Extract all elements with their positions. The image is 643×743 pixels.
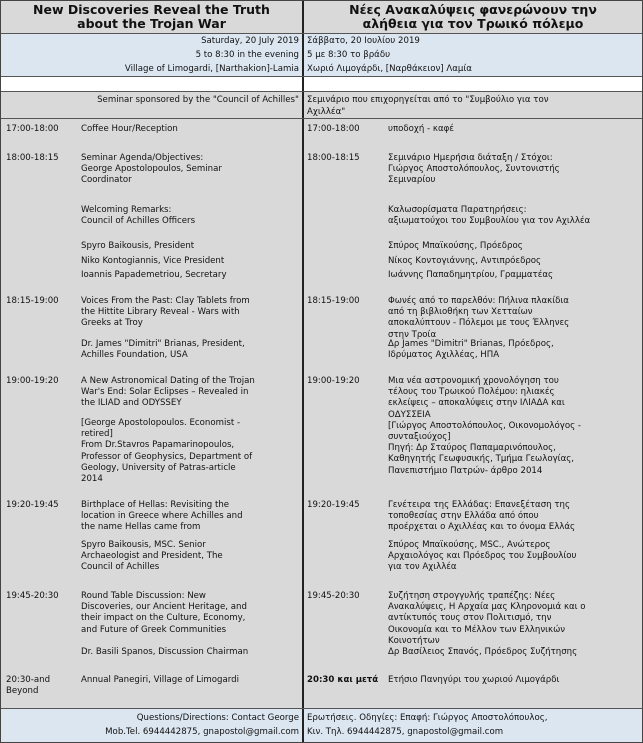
item-line: Δρ Βασίλειος Σπανός, Πρόεδρος Συζήτησης (388, 647, 578, 657)
item-line: Discoveries, our Ancient Heritage, and (81, 602, 247, 613)
item-line: εκλείψεις – αποκαλύψεις στην ΙΛΙΑΔΑ και (388, 398, 565, 409)
item-line: Δρ James "Dimitri" Brianas, Πρόεδρος, (388, 339, 554, 349)
item-line: location in Greece where Achilles and (81, 511, 243, 522)
item-line: Ioannis Papademetriou, Secretary (81, 270, 227, 280)
item-coffee-gr (388, 124, 638, 135)
schedule-greek (304, 119, 642, 708)
event-info-row (1, 34, 642, 77)
footer-contact-row (1, 709, 642, 742)
time-panegiri-gr: 20:30 και μετά (307, 675, 379, 685)
item-line: Ιδρύματος Αχιλλέας, ΗΠΑ (388, 350, 500, 361)
time-line: Beyond (6, 686, 39, 697)
time-roundtable-gr: 19:45-20:30 (307, 591, 360, 601)
item-officers-en (81, 239, 303, 283)
item-line: τοποθεσίας στην Ελλάδα από όπου (388, 511, 539, 522)
item-line: Μια νέα αστρονομική χρονολόγηση του (388, 376, 559, 386)
item-voices-speaker-en (81, 339, 303, 361)
item-line: Πανεπιστήμιο Πατρών- άρθρο 2014 (388, 465, 543, 476)
title-en-line: about the Trojan War (77, 16, 226, 31)
item-line: αποκαλύπτουν - Πόλεμοι με τους Έλληνες (388, 318, 570, 329)
item-line: Spyro Baikousis, MSC. Senior (81, 540, 206, 550)
item-voices-gr (388, 296, 638, 341)
item-line: Round Table Discussion: New (81, 591, 206, 601)
time-voices-en: 18:15-19:00 (6, 296, 59, 306)
footer-phone-email-gr: Κιν. Τηλ. 6944442875, gnapostol@gmail.com (307, 727, 504, 737)
event-place-en: Village of Limogardi, [Narthakion]-Lamia (124, 64, 299, 74)
item-birthplace-speaker-gr (388, 540, 638, 574)
item-line: and Future of Greek Communities (81, 624, 227, 635)
item-line: Καλωσορίσματα Παρατηρήσεις: (388, 205, 527, 215)
item-birthplace-speaker-en (81, 540, 303, 574)
item-panegiri-gr (388, 675, 638, 686)
footer-contact-en: Questions/Directions: Contact George (136, 713, 299, 723)
item-line: Σπύρος Μπαϊκούσης, Πρόεδρος (388, 241, 523, 251)
title-en-line: New Discoveries Reveal the Truth (33, 2, 270, 17)
time-panegiri-en (6, 675, 50, 697)
sponsor-row (1, 92, 642, 119)
item-line: From Dr.Stavros Papamarinopoulos, (81, 440, 235, 451)
item-roundtable-en (81, 591, 303, 636)
item-line: Seminar Agenda/Objectives: (81, 153, 204, 163)
item-agenda-gr (388, 153, 638, 187)
item-line: the Hittite Library Reveal - Wars with (81, 307, 240, 318)
event-date-gr: Σάββατο, 20 Ιουλίου 2019 (307, 36, 420, 46)
item-roundtable-speaker-gr (388, 647, 638, 658)
item-line: στην Τροία (388, 329, 437, 340)
item-line: [Γιώργος Αποστολόπουλος, Οικονομολόγος - (388, 420, 581, 431)
item-line: Dr. James "Dimitri" Brianas, President, (81, 339, 245, 349)
spacer-row (1, 77, 642, 92)
item-line: 2014 (81, 474, 103, 485)
item-astro-gr (388, 376, 638, 477)
item-line: the ILIAD and ODYSSEY (81, 398, 182, 409)
item-line: their impact on the Culture, Economy, (81, 613, 246, 624)
item-line: Greeks at Troy (81, 318, 143, 329)
item-line: Achilles Foundation, USA (81, 350, 188, 361)
item-line: αξιωματούχοι του Συμβουλίου για τον Αχιλλέα (388, 216, 591, 227)
sponsor-gr: Αχιλλέα" (307, 107, 346, 117)
item-line: Ιωάννης Παπαδημητρίου, Γραμματέας (388, 270, 554, 280)
item-roundtable-speaker-en (81, 647, 303, 658)
item-line: the name Hellas came from (81, 522, 201, 533)
item-line: George Apostolopoulos, Seminar (81, 164, 222, 175)
item-line: War's End: Solar Eclipses – Revealed in (81, 387, 249, 398)
time-birthplace-en: 19:20-19:45 (6, 500, 59, 510)
item-line: υποδοχή - καφέ (388, 124, 454, 134)
time-birthplace-gr: 19:20-19:45 (307, 500, 360, 510)
item-agenda-en (81, 153, 303, 187)
item-officers-gr (388, 239, 638, 283)
item-line: Annual Panegiri, Village of Limogardi (81, 675, 239, 685)
item-line: A New Astronomical Dating of the Trojan (81, 376, 255, 386)
item-line: αντίκτυπός τους στον Πολιτισμό, την (388, 613, 552, 624)
time-line: 20:30-and (6, 675, 51, 685)
item-line: Spyro Baikousis, President (81, 241, 195, 251)
item-line: Συζήτηση στρογγυλής τραπέζης: Νέες (388, 591, 556, 601)
title-gr-line: αλήθεια για τον Τρωικό πόλεμο (362, 16, 584, 31)
time-agenda-en: 18:00-18:15 (6, 153, 59, 163)
footer-contact-gr: Ερωτήσεις. Οδηγίες: Επαφή: Γιώργος Αποστολόπουλος, (307, 713, 548, 723)
item-roundtable-gr (388, 591, 638, 647)
item-line: Γενέτειρα της Ελλάδας: Επανεξέταση της (388, 500, 570, 510)
item-welcome-en (81, 205, 303, 227)
item-line: Ετήσιο Πανηγύρι του χωριού Λιμογάρδι (388, 675, 560, 685)
title-english (1, 1, 304, 33)
item-line: Welcoming Remarks: (81, 205, 172, 215)
time-roundtable-en: 19:45-20:30 (6, 591, 59, 601)
time-astro-gr: 19:00-19:20 (307, 376, 360, 386)
item-line: [George Apostolopoulos. Economist - (81, 418, 241, 428)
item-birthplace-gr (388, 500, 638, 534)
event-place-gr: Χωριό Λιμογάρδι, [Ναρθάκειον] Λαμία (307, 64, 472, 74)
item-astro-en (81, 376, 303, 410)
item-line: για τον Αχιλλέα (388, 562, 457, 573)
sponsor-gr: Σεμινάριο που επιχορηγείται από το "Συμβούλιο για τον (307, 95, 549, 105)
item-line: ΟΔΥΣΣΕΙΑ (388, 409, 431, 420)
item-line: Αρχαιολόγος και Πρόεδρος του Συμβουλίου (388, 551, 577, 562)
time-agenda-gr: 18:00-18:15 (307, 153, 360, 163)
event-date-en: Saturday, 20 July 2019 (201, 36, 299, 46)
schedule-english (1, 119, 304, 708)
item-line: Σεμιναρίου (388, 175, 436, 186)
item-line: Σεμινάριο Ημερήσια διάταξη / Στόχοι: (388, 153, 553, 163)
item-line: Κοινοτήτων (388, 635, 440, 646)
item-line: Γιώργος Αποστολόπουλος, Συντονιστής (388, 164, 560, 175)
item-line: Οικονομία και το Μέλλον των Ελληνικών (388, 624, 566, 635)
item-line: Council of Achilles Officers (81, 216, 196, 227)
item-line: Birthplace of Hellas: Revisiting the (81, 500, 230, 510)
sponsor-en: Seminar sponsored by the "Council of Achilles" (97, 95, 299, 105)
item-line: συνταξιούχος] (388, 432, 451, 443)
item-line: Archaeologist and President, The (81, 551, 223, 562)
schedule-body (1, 119, 642, 709)
item-line: προέρχεται ο Αχιλλέας και το όνομα Ελλάς (388, 522, 576, 533)
time-astro-en: 19:00-19:20 (6, 376, 59, 386)
item-line: Νίκος Κοντογιάννης, Αντιπρόεδρος (388, 255, 542, 266)
item-line: Ανακαλύψεις, Η Αρχαία μας Κληρονομιά και ο (388, 602, 586, 613)
item-panegiri-en (81, 675, 303, 686)
item-line: retired] (81, 429, 113, 440)
item-line: Geology, University of Patras-article (81, 462, 236, 473)
item-voices-speaker-gr (388, 339, 638, 361)
item-line: Φωνές από το παρελθόν: Πήλινα πλακίδια (388, 296, 569, 306)
item-line: Σπύρος Μπαϊκούσης, MSC., Ανώτερος (388, 540, 551, 550)
item-birthplace-en (81, 500, 303, 534)
item-coffee-en (81, 124, 303, 135)
item-line: από τη βιβλιοθήκη των Χετταίων (388, 307, 533, 318)
item-line: Voices From the Past: Clay Tablets from (81, 296, 250, 306)
event-time-en: 5 to 8:30 in the evening (195, 50, 299, 60)
item-voices-en (81, 296, 303, 330)
item-line: Coordinator (81, 175, 132, 186)
item-line: Coffee Hour/Reception (81, 124, 178, 134)
item-astro-speaker-en (81, 418, 303, 485)
time-coffee-en: 17:00-18:00 (6, 124, 59, 134)
event-time-gr: 5 με 8:30 το βράδυ (307, 50, 391, 60)
item-line: Καθηγητής Γεωφυσικής, Τμήμα Γεωλογίας, (388, 454, 575, 465)
item-welcome-gr (388, 205, 638, 227)
item-line: Πηγή: Δρ Σταύρος Παπαμαρινόπουλος, (388, 443, 556, 454)
item-line: Niko Kontogiannis, Vice President (81, 255, 225, 266)
title-row (1, 1, 642, 34)
title-greek (304, 1, 642, 33)
time-voices-gr: 18:15-19:00 (307, 296, 360, 306)
title-gr-line: Νέες Ανακαλύψεις φανερώνουν την (349, 2, 597, 17)
item-line: τέλους του Τρωικού Πολέμου: ηλιακές (388, 387, 555, 398)
item-line: Council of Achilles (81, 562, 160, 573)
item-line: Professor of Geophysics, Department of (81, 451, 253, 462)
footer-phone-email-en: Mob.Tel. 6944442875, gnapostol@gmail.com (105, 727, 299, 737)
time-coffee-gr: 17:00-18:00 (307, 124, 360, 134)
item-line: Dr. Basili Spanos, Discussion Chairman (81, 647, 249, 657)
